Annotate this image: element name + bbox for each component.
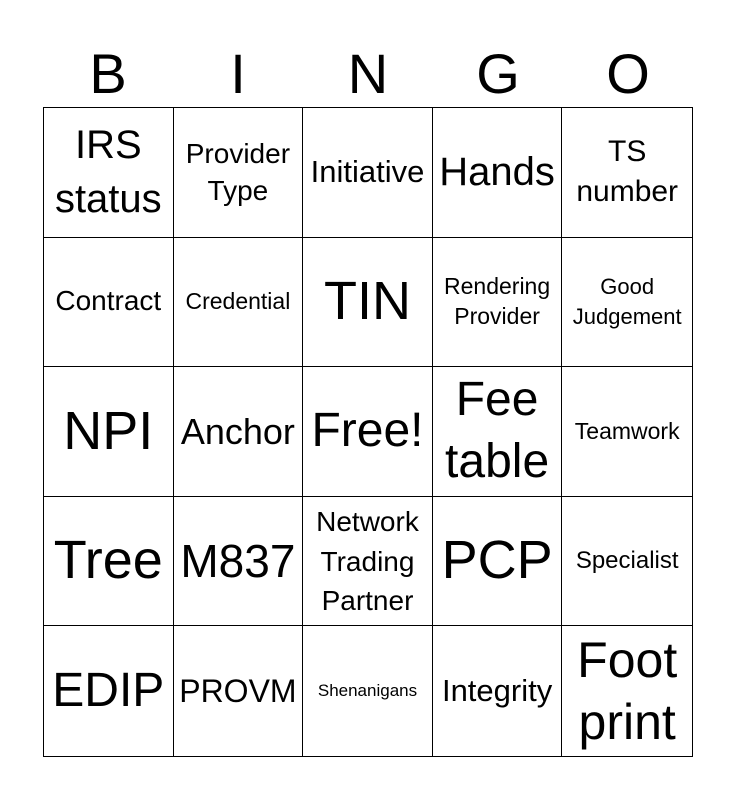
bingo-cell <box>562 626 692 756</box>
header-letter-n: N <box>347 42 389 105</box>
cell-label: PROVM <box>179 672 297 709</box>
cell-label: EDIP <box>52 663 165 717</box>
bingo-cell <box>174 238 304 368</box>
cell-label: Credential <box>185 288 291 315</box>
cell-label: Anchor <box>180 410 295 452</box>
cell-label: PCP <box>441 530 553 591</box>
cell-label: Rendering Provider <box>444 273 551 329</box>
cell-label: TS number <box>576 134 679 209</box>
bingo-board <box>43 107 693 757</box>
free-space-cell <box>303 367 433 497</box>
bingo-cell <box>562 367 692 497</box>
cell-label: Teamwork <box>574 417 680 444</box>
bingo-cell <box>174 626 304 756</box>
cell-label: Fee table <box>445 373 550 489</box>
bingo-cell <box>433 238 563 368</box>
bingo-cell <box>44 367 174 497</box>
cell-label: IRS status <box>54 123 162 222</box>
header-letter-i: I <box>230 42 246 105</box>
cell-label: M837 <box>180 534 296 587</box>
cell-label: Initiative <box>310 154 425 190</box>
bingo-cell <box>174 108 304 238</box>
cell-label: Tree <box>53 530 163 591</box>
bingo-cell <box>44 108 174 238</box>
cell-label: Free! <box>311 404 424 458</box>
bingo-header <box>43 40 693 108</box>
cell-label: Provider Type <box>185 137 291 207</box>
bingo-cell <box>174 497 304 627</box>
bingo-cell <box>174 367 304 497</box>
bingo-cell <box>44 626 174 756</box>
bingo-cell <box>44 497 174 627</box>
cell-label: TIN <box>323 271 411 332</box>
cell-label: Hands <box>439 150 555 195</box>
cell-label: NPI <box>63 400 154 461</box>
header-letter-b: B <box>89 42 127 105</box>
cell-label: Foot print <box>577 631 678 751</box>
bingo-cell <box>433 367 563 497</box>
bingo-cell <box>433 108 563 238</box>
bingo-cell <box>433 626 563 756</box>
cell-label: Specialist <box>575 546 679 574</box>
bingo-cell <box>562 497 692 627</box>
cell-label: Good Judgement <box>572 274 682 329</box>
cell-label: Contract <box>55 285 162 317</box>
bingo-cell <box>303 626 433 756</box>
bingo-cell <box>433 497 563 627</box>
bingo-cell <box>44 238 174 368</box>
cell-label: Shenanigans <box>317 680 418 700</box>
bingo-cell <box>303 108 433 238</box>
header-letter-g: G <box>476 42 520 105</box>
header-letter-o: O <box>606 42 650 105</box>
bingo-cell <box>303 497 433 627</box>
cell-label: Integrity <box>441 673 553 709</box>
bingo-cell <box>303 238 433 368</box>
bingo-cell <box>562 108 692 238</box>
bingo-cell <box>562 238 692 368</box>
cell-label: Network Trading Partner <box>316 506 419 616</box>
